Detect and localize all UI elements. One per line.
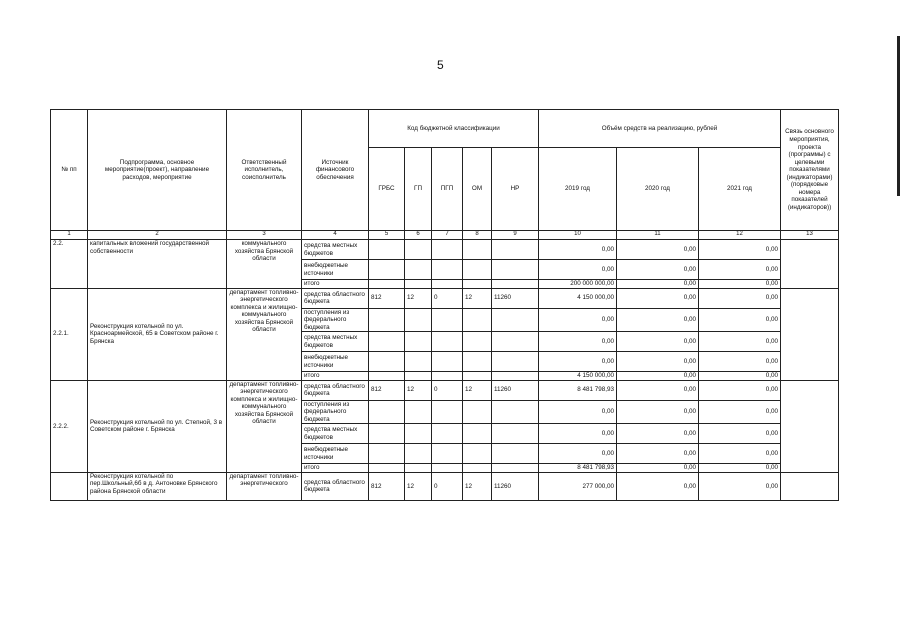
table-row bbox=[51, 288, 839, 308]
responsible-executor: департамент топливно-энергетического комплекса и жилищно-коммунального хозяйства Брянской области bbox=[227, 288, 302, 380]
column-number: 3 bbox=[227, 231, 302, 240]
header-2021: 2021 год bbox=[699, 148, 781, 231]
column-number: 8 bbox=[463, 231, 492, 240]
value-2021: 0,00 bbox=[699, 352, 781, 372]
source-label: внебюджетные источники bbox=[302, 352, 369, 372]
code-om: 12 bbox=[463, 472, 492, 500]
source-label: внебюджетные источники bbox=[302, 260, 369, 280]
value-2021: 0,00 bbox=[699, 332, 781, 352]
column-number: 4 bbox=[302, 231, 369, 240]
activity-name: Реконструкция котельной по пер.Школьный,6б в д. Антоновке Брянского района Брянской области bbox=[88, 472, 227, 500]
total-2021: 0,00 bbox=[699, 372, 781, 381]
code-nr: 11260 bbox=[492, 472, 539, 500]
value-2020: 0,00 bbox=[617, 472, 699, 500]
code-gp: 12 bbox=[405, 472, 432, 500]
header-volume-group: Объём средств на реализацию, рублей bbox=[539, 110, 781, 148]
column-number: 2 bbox=[88, 231, 227, 240]
code-pgp: 0 bbox=[432, 288, 463, 308]
responsible-executor: департамент топливно-энергетического комплекса и жилищно-коммунального хозяйства Брянской области bbox=[227, 380, 302, 472]
value-2021: 0,00 bbox=[699, 260, 781, 280]
total-2021: 0,00 bbox=[699, 280, 781, 289]
total-2021: 0,00 bbox=[699, 464, 781, 473]
source-label: средства областного бюджета bbox=[302, 472, 369, 500]
column-number: 9 bbox=[492, 231, 539, 240]
column-number: 10 bbox=[539, 231, 617, 240]
value-2020: 0,00 bbox=[617, 444, 699, 464]
code-gp: 12 bbox=[405, 380, 432, 400]
activity-name: капитальных вложений государственной собственности bbox=[88, 240, 227, 289]
page-number: 5 bbox=[437, 58, 444, 72]
total-2019: 200 000 000,00 bbox=[539, 280, 617, 289]
header-budget-code-group: Код бюджетной классификации bbox=[369, 110, 539, 148]
value-2021: 0,00 bbox=[699, 472, 781, 500]
code-nr: 11260 bbox=[492, 288, 539, 308]
responsible-executor: коммунального хозяйства Брянской области bbox=[227, 240, 302, 289]
code-pgp: 0 bbox=[432, 380, 463, 400]
source-label: итого bbox=[302, 280, 369, 289]
column-number: 11 bbox=[617, 231, 699, 240]
column-number: 6 bbox=[405, 231, 432, 240]
header-name: Подпрограмма, основное мероприятие(проект), направление расходов, мероприятие bbox=[88, 110, 227, 231]
value-2020: 0,00 bbox=[617, 260, 699, 280]
margin-rule bbox=[897, 36, 900, 196]
value-2019: 8 481 798,93 bbox=[539, 380, 617, 400]
value-2020: 0,00 bbox=[617, 332, 699, 352]
value-2019: 0,00 bbox=[539, 352, 617, 372]
source-label: поступления из федерального бюджета bbox=[302, 400, 369, 424]
header-gp: ГП bbox=[405, 148, 432, 231]
activity-name: Реконструкция котельной по ул. Красноармейской, 65 в Советском районе г. Брянска bbox=[88, 288, 227, 380]
value-2019: 0,00 bbox=[539, 308, 617, 332]
row-number: 2.2. bbox=[51, 240, 88, 289]
value-2020: 0,00 bbox=[617, 288, 699, 308]
value-2019: 0,00 bbox=[539, 424, 617, 444]
program-table bbox=[50, 109, 839, 501]
value-2019: 0,00 bbox=[539, 260, 617, 280]
value-2019: 4 150 000,00 bbox=[539, 288, 617, 308]
total-2020: 0,00 bbox=[617, 372, 699, 381]
value-2020: 0,00 bbox=[617, 352, 699, 372]
code-grbs: 812 bbox=[369, 472, 405, 500]
header-om: ОМ bbox=[463, 148, 492, 231]
header-2020: 2020 год bbox=[617, 148, 699, 231]
code-gp: 12 bbox=[405, 288, 432, 308]
column-number: 12 bbox=[699, 231, 781, 240]
value-2021: 0,00 bbox=[699, 444, 781, 464]
value-2020: 0,00 bbox=[617, 380, 699, 400]
header-grbs: ГРБС bbox=[369, 148, 405, 231]
responsible-executor: департамент топливно-энергетического bbox=[227, 472, 302, 500]
table-row bbox=[51, 240, 839, 260]
source-label: итого bbox=[302, 464, 369, 473]
row-number: 2.2.1. bbox=[51, 288, 88, 380]
column-number: 7 bbox=[432, 231, 463, 240]
value-2021: 0,00 bbox=[699, 380, 781, 400]
table-row bbox=[51, 472, 839, 500]
value-2021: 0,00 bbox=[699, 424, 781, 444]
source-label: средства областного бюджета bbox=[302, 288, 369, 308]
value-2019: 277 000,00 bbox=[539, 472, 617, 500]
code-om: 12 bbox=[463, 288, 492, 308]
source-label: внебюджетные источники bbox=[302, 444, 369, 464]
code-om: 12 bbox=[463, 380, 492, 400]
value-2021: 0,00 bbox=[699, 308, 781, 332]
activity-name: Реконструкция котельной по ул. Степной, 3 в Советском районе г. Брянска bbox=[88, 380, 227, 472]
value-2019: 0,00 bbox=[539, 240, 617, 260]
source-label: поступления из федерального бюджета bbox=[302, 308, 369, 332]
value-2019: 0,00 bbox=[539, 444, 617, 464]
value-2019: 0,00 bbox=[539, 400, 617, 424]
value-2020: 0,00 bbox=[617, 240, 699, 260]
column-number: 5 bbox=[369, 231, 405, 240]
header-pgp: ПГП bbox=[432, 148, 463, 231]
source-label: средства местных бюджетов bbox=[302, 424, 369, 444]
value-2020: 0,00 bbox=[617, 400, 699, 424]
total-2019: 4 150 000,00 bbox=[539, 372, 617, 381]
table-row bbox=[51, 380, 839, 400]
header-nr: НР bbox=[492, 148, 539, 231]
code-grbs: 812 bbox=[369, 380, 405, 400]
total-2020: 0,00 bbox=[617, 280, 699, 289]
value-2020: 0,00 bbox=[617, 424, 699, 444]
header-pp: № пп bbox=[51, 110, 88, 231]
column-number: 1 bbox=[51, 231, 88, 240]
source-label: итого bbox=[302, 372, 369, 381]
header-source: Источник финансового обеспечения bbox=[302, 110, 369, 231]
source-label: средства областного бюджета bbox=[302, 380, 369, 400]
source-label: средства местных бюджетов bbox=[302, 332, 369, 352]
row-number: 2.2.2. bbox=[51, 380, 88, 472]
value-2021: 0,00 bbox=[699, 240, 781, 260]
header-2019: 2019 год bbox=[539, 148, 617, 231]
header-link: Связь основного мероприятия, проекта (программы) с целевыми показателями (индикаторами) (порядковые номера показателей (индикаторов)) bbox=[781, 110, 839, 231]
value-2021: 0,00 bbox=[699, 400, 781, 424]
code-pgp: 0 bbox=[432, 472, 463, 500]
code-nr: 11260 bbox=[492, 380, 539, 400]
source-label: средства местных бюджетов bbox=[302, 240, 369, 260]
column-number: 13 bbox=[781, 231, 839, 240]
total-2020: 0,00 bbox=[617, 464, 699, 473]
value-2021: 0,00 bbox=[699, 288, 781, 308]
column-number-row bbox=[51, 231, 839, 240]
header-responsible: Ответственный исполнитель, соисполнитель bbox=[227, 110, 302, 231]
total-2019: 8 481 798,93 bbox=[539, 464, 617, 473]
value-2019: 0,00 bbox=[539, 332, 617, 352]
code-grbs: 812 bbox=[369, 288, 405, 308]
value-2020: 0,00 bbox=[617, 308, 699, 332]
